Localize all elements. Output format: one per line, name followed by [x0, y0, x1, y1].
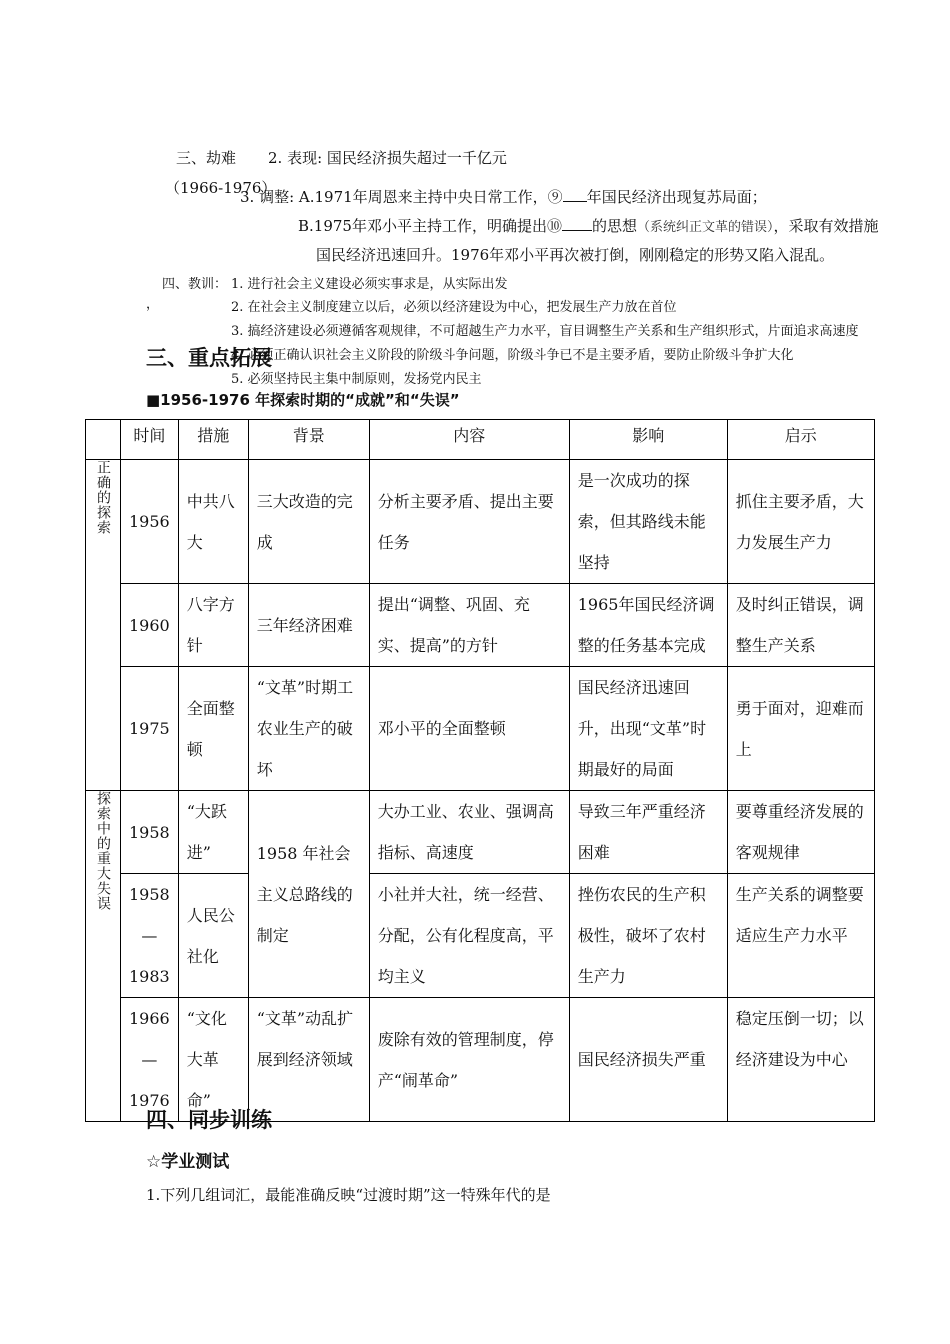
cell-measure: “大跃进”	[178, 791, 248, 874]
table-row	[86, 998, 875, 1122]
cell-content: 小社并大社，统一经营、分配，公有化程度高，平均主义	[369, 874, 569, 998]
table-row	[86, 460, 875, 584]
outline-item3-p3a	[240, 186, 767, 207]
header-impact: 影响	[569, 420, 727, 460]
table-row	[86, 584, 875, 667]
cell-lesson: 稳定压倒一切；以经济建设为中心	[727, 998, 874, 1122]
cell-content: 大办工业、农业、强调高指标、高速度	[369, 791, 569, 874]
p3b-end: ，采取有效措施	[773, 217, 879, 235]
cell-background: “文革”动乱扩展到经济领域	[248, 998, 369, 1122]
table-row	[86, 791, 875, 874]
outline-item3-title: 三、劫难	[176, 149, 237, 167]
cell-measure: 中共八大	[178, 460, 248, 584]
cell-background: “文革”时期工农业生产的破坏	[248, 667, 369, 791]
p3b-mid: 的思想	[591, 217, 637, 235]
p3b-note: （系统纠正文革的错误）	[636, 220, 774, 235]
lesson-4: 4. 必须正确认识社会主义阶段的阶级斗争问题，阶级斗争已不是主要矛盾，要防止阶级斗争扩大化	[231, 348, 794, 363]
header-lesson: 启示	[727, 420, 874, 460]
cell-measure: 八字方针	[178, 584, 248, 667]
lesson-5: 5. 必须坚持民主集中制原则，发扬党内民主	[231, 372, 482, 387]
cell-content: 分析主要矛盾、提出主要任务	[369, 460, 569, 584]
blank-10	[562, 216, 592, 231]
cell-background: 三大改造的完成	[248, 460, 369, 584]
cell-lesson: 生产关系的调整要适应生产力水平	[727, 874, 874, 998]
question-1: 1.下列几组词汇，最能准确反映“过渡时期”这一特殊年代的是	[146, 1186, 551, 1204]
header-time: 时间	[121, 420, 179, 460]
section4-subheading: ☆学业测试	[146, 1152, 230, 1172]
cell-time: 1958	[121, 791, 179, 874]
cell-content: 废除有效的管理制度，停产“闹革命”	[369, 998, 569, 1122]
cell-content: 提出“调整、巩固、充实、提高”的方针	[369, 584, 569, 667]
header-measure: 措施	[178, 420, 248, 460]
exploration-table	[85, 419, 875, 1122]
lesson-2: 2. 在社会主义制度建立以后，必须以经济建设为中心，把发展生产力放在首位	[231, 300, 677, 315]
cell-impact: 1965年国民经济调整的任务基本完成	[569, 584, 727, 667]
table-header-row	[86, 420, 875, 460]
group1-label-cell	[86, 460, 121, 791]
cell-time: 1975	[121, 667, 179, 791]
cell-impact: 导致三年严重经济困难	[569, 791, 727, 874]
lesson-1: 1. 进行社会主义建设必须实事求是，从实际出发	[231, 277, 508, 292]
cell-impact: 国民经济损失严重	[569, 998, 727, 1122]
cell-time: 1956	[121, 460, 179, 584]
group2-label: 探索中的重大失误	[95, 791, 111, 911]
group1-label: 正确的探索	[95, 460, 111, 535]
cell-lesson: 要尊重经济发展的客观规律	[727, 791, 874, 874]
p3b-start: B.1975年邓小平主持工作，明确提出⑩	[298, 217, 562, 235]
cell-impact: 国民经济迅速回升，出现“文革”时期最好的局面	[569, 667, 727, 791]
outline-item3-period: （1966-1976）	[165, 179, 277, 197]
cell-impact: 是一次成功的探索，但其路线未能坚持	[569, 460, 727, 584]
table-row	[86, 667, 875, 791]
group2-label-cell	[86, 791, 121, 1122]
header-background: 背景	[248, 420, 369, 460]
cell-measure: 人民公社化	[178, 874, 248, 998]
stray-comma: ，	[146, 297, 160, 312]
outline-item3-p3b	[298, 215, 879, 236]
outline-item3-p2: 2. 表现: 国民经济损失超过一千亿元	[268, 149, 507, 167]
cell-lesson: 勇于面对，迎难而上	[727, 667, 874, 791]
cell-impact: 挫伤农民的生产积极性，破坏了农村生产力	[569, 874, 727, 998]
cell-measure: 全面整顿	[178, 667, 248, 791]
header-blank	[86, 420, 121, 460]
cell-time: 1958—1983	[121, 874, 179, 998]
cell-measure: “文化大革命”	[178, 998, 248, 1122]
cell-lesson: 及时纠正错误，调整生产关系	[727, 584, 874, 667]
table-row	[86, 874, 875, 998]
cell-lesson: 抓住主要矛盾，大力发展生产力	[727, 460, 874, 584]
header-content: 内容	[369, 420, 569, 460]
cell-background: 三年经济困难	[248, 584, 369, 667]
section3-heading: 三、重点拓展	[146, 346, 272, 370]
cell-content: 邓小平的全面整顿	[369, 667, 569, 791]
outline-item4-title: 四、教训：	[162, 277, 228, 292]
lesson-3: 3. 搞经济建设必须遵循客观规律，不可超越生产力水平，盲目调整生产关系和生产组织形式，片面追求高速度	[231, 324, 859, 339]
blank-9	[563, 187, 587, 202]
cell-shared-background: 1958 年社会主义总路线的制定	[248, 791, 369, 998]
outline-item3-p3c: 国民经济迅速回升。1976年邓小平再次被打倒，刚刚稳定的形势又陷入混乱。	[316, 246, 835, 264]
section3-subtitle: ■1956-1976 年探索时期的“成就”和“失误”	[146, 391, 460, 409]
cell-time: 1960	[121, 584, 179, 667]
cell-time: 1966—1976	[121, 998, 179, 1122]
p3a-text: 3. 调整: A.1971年周恩来主持中央日常工作，⑨	[240, 188, 563, 206]
p3a-end: 年国民经济出现复苏局面；	[586, 188, 767, 206]
section4-heading: 四、同步训练	[146, 1108, 272, 1132]
